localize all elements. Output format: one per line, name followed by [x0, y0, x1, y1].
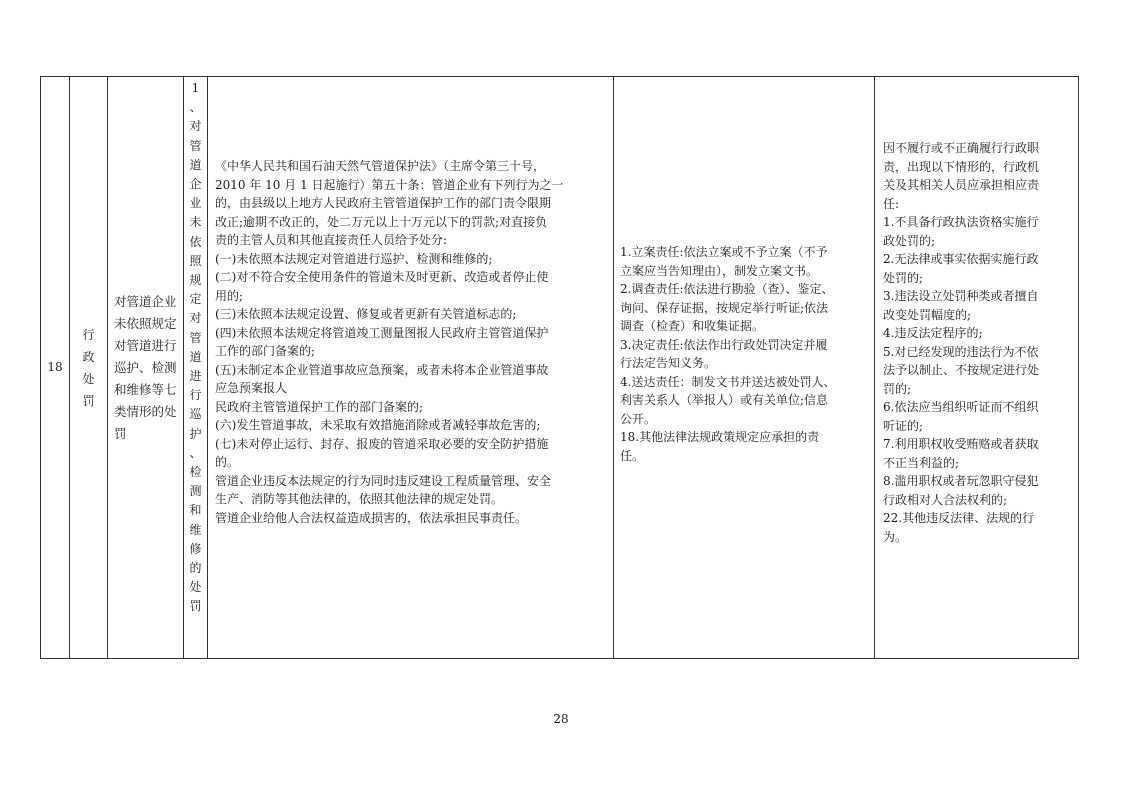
sub-item-char: 管: [189, 330, 202, 345]
accountability-line: 22.其他违反法律、法规的行: [883, 511, 1035, 525]
responsibility-cell: [614, 77, 875, 659]
responsibility-line: 3.决定责任:依法作出行政处罚决定并履: [620, 337, 828, 352]
accountability-line: 处罚的;: [883, 270, 924, 285]
accountability-cell: [875, 77, 1079, 659]
legal-basis-line: 工作的部门备案的;: [215, 344, 316, 358]
sub-item-char: 道: [189, 349, 202, 364]
accountability-line: 4.违反法定程序的;: [883, 326, 983, 340]
legal-basis-line: 的，由县级以上地方人民政府主管管道保护工作的部门责令限期: [215, 196, 552, 210]
power-type-cell: [70, 77, 108, 659]
sub-item-char: 业: [189, 196, 202, 211]
responsibility-line: 2.调查责任:依法进行勘验（查）、鉴定、: [620, 282, 834, 296]
accountability-line: 1.不具备行政执法资格实施行: [883, 215, 1039, 229]
sub-item-char: 行: [189, 388, 202, 403]
sub-item-char: 管: [189, 138, 202, 153]
accountability-line: 不正当利益的;: [883, 455, 960, 470]
sub-item-char: 处: [189, 580, 202, 595]
accountability-line: 听证的;: [883, 418, 924, 433]
legal-basis-line: (一)未依照本法规定对管道进行巡护、检测和维修的;: [215, 251, 493, 266]
sub-item-char: 道: [189, 157, 202, 172]
legal-basis-line: 应急预案报人: [215, 381, 288, 395]
accountability-line: 法予以制止、不按规定进行处: [883, 363, 1040, 377]
sub-item-char: 依: [189, 234, 202, 249]
responsibility-line: 调查（检查）和收集证据。: [620, 319, 765, 333]
accountability-line: 2.无法律或事实依据实施行政: [883, 252, 1039, 266]
accountability-line: 责，出现以下情形的，行政机: [883, 159, 1040, 174]
sub-item-char: 、: [189, 100, 202, 115]
accountability-line: 改变处罚幅度的;: [883, 307, 972, 322]
responsibility-line: 4.送达责任：制发文书并送达被处罚人、: [620, 374, 836, 389]
responsibility-line: 行法定告知义务。: [620, 356, 717, 370]
legal-basis-line: 改正;逾期不改正的，处二万元以上十万元以下的罚款;对直接负: [215, 214, 548, 229]
legal-basis-line: 民政府主管管道保护工作的部门备案的;: [215, 399, 424, 414]
authority-table: [40, 76, 1079, 659]
responsibility-line: 公开。: [620, 411, 657, 426]
sub-item-char: 维: [189, 522, 202, 537]
legal-basis-line: 管道企业违反本法规定的行为同时违反建设工程质量管理、安全: [215, 473, 552, 488]
sub-item-char: 1: [191, 81, 200, 95]
responsibility-line: 18.其他法律法规政策规定应承担的责: [620, 430, 820, 444]
sub-item-char: 修: [189, 541, 202, 556]
power-type-char: 行: [82, 327, 95, 342]
legal-basis-line: (二)对不符合安全使用条件的管道未及时更新、改造或者停止使: [215, 270, 549, 284]
row-number: 18: [47, 360, 63, 375]
sub-item-char: 规: [189, 273, 202, 288]
accountability-line: 6.依法应当组织听证而不组织: [883, 400, 1039, 414]
responsibility-line: 任。: [620, 448, 645, 463]
sub-item-char: 定: [189, 292, 202, 307]
sub-item-char: 检: [189, 465, 202, 480]
sub-item-char: 照: [189, 253, 202, 268]
power-name: 对管道企业未依照规定对管道进行巡护、检测和维修等七类情形的处罚: [114, 293, 177, 441]
accountability-line: 5.对已经发现的违法行为不依: [883, 344, 1039, 359]
responsibility-line: 询问、保存证据，按规定举行听证;依法: [620, 300, 829, 315]
sub-item-char: 企: [189, 177, 202, 192]
table-row: [41, 77, 1079, 659]
legal-basis-line: 责的主管人员和其他直接责任人员给予处分:: [215, 233, 448, 247]
power-type-char: 罚: [82, 393, 95, 408]
sub-item-char: 进: [189, 369, 202, 384]
sub-item-char: 对: [189, 311, 202, 326]
accountability-line: 因不履行或不正确履行行政职: [883, 141, 1040, 155]
legal-basis-line: 管道企业给他人合法权益造成损害的，依法承担民事责任。: [215, 510, 528, 525]
legal-basis-line: 2010 年 10 月 1 日起施行）第五十条：管道企业有下列行为之一: [215, 177, 564, 192]
accountability-line: 3.违法设立处罚种类或者擅自: [883, 289, 1039, 303]
legal-basis-line: 生产、消防等其他法律的，依照其他法律的规定处罚。: [215, 492, 504, 506]
legal-basis-line: (六)发生管道事故，未采取有效措施消除或者减轻事故危害的;: [215, 418, 541, 432]
sub-item-char: 罚: [189, 599, 202, 614]
accountability-line: 8.滥用职权或者玩忽职守侵犯: [883, 474, 1039, 488]
power-type-char: 处: [82, 371, 95, 386]
accountability-line: 关及其相关人员应承担相应责: [883, 178, 1040, 192]
sub-item-char: 测: [189, 484, 202, 499]
row-number-cell: [41, 77, 70, 659]
responsibility-line: 1.立案责任:依法立案或不予立案（不予: [620, 245, 828, 259]
accountability-line: 罚的;: [883, 381, 912, 396]
page-number: 28: [553, 712, 569, 726]
power-type-char: 政: [82, 349, 95, 364]
power-name-cell: [108, 77, 184, 659]
sub-item-char: 对: [189, 119, 202, 134]
sub-item-char: 的: [189, 561, 202, 576]
accountability-line: 行政相对人合法权利的;: [883, 492, 1008, 507]
sub-item-char: 巡: [189, 407, 202, 422]
legal-basis-cell: [208, 77, 614, 659]
sub-item-cell: [184, 77, 208, 659]
accountability-line: 政处罚的;: [883, 233, 936, 248]
sub-item-char: 和: [189, 503, 202, 518]
sub-item-char: 未: [189, 215, 202, 230]
legal-basis-line: 用的;: [215, 288, 244, 303]
responsibility-line: 立案应当告知理由），制发立案文书。: [620, 263, 819, 278]
legal-basis-line: (五)未制定本企业管道事故应急预案，或者未将本企业管道事故: [215, 362, 549, 377]
legal-basis-line: (三)未依照本法规定设置、修复或者更新有关管道标志的;: [215, 307, 517, 321]
accountability-line: 7.利用职权收受贿赂或者获取: [883, 437, 1039, 451]
legal-basis-line: (四)未依照本法规定将管道竣工测量图报人民政府主管管道保护: [215, 325, 549, 340]
legal-basis-line: 《中华人民共和国石油天然气管道保护法》（主席令第三十号，: [215, 159, 546, 173]
accountability-line: 为。: [883, 529, 908, 544]
legal-basis-line: (七)未对停止运行、封存、报废的管道采取必要的安全防护措施: [215, 436, 549, 451]
responsibility-line: 利害关系人（举报人）或有关单位;信息: [620, 393, 829, 407]
legal-basis-line: 的。: [215, 455, 240, 469]
sub-item-char: 护: [189, 426, 202, 441]
accountability-line: 任:: [883, 196, 900, 211]
sub-item-char: 、: [189, 445, 202, 460]
